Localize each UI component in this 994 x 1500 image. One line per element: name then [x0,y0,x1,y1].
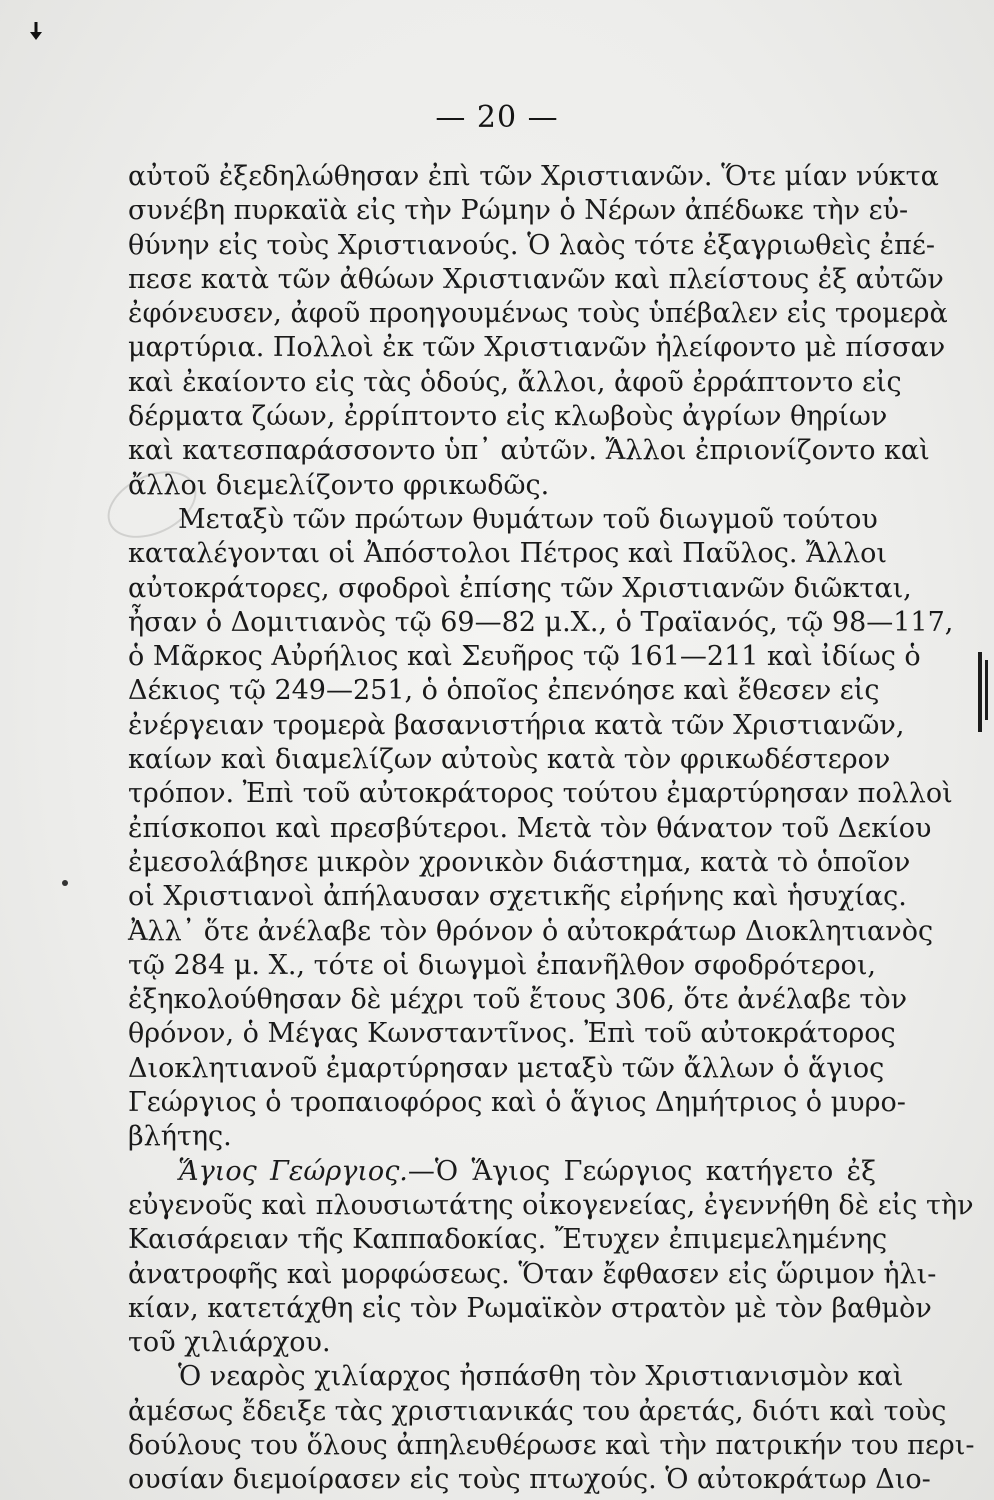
text-line: δέρματα ζώων, ἐρρίπτοντο εἰς κλωβοὺς ἀγρίων θηρίων [128,401,888,433]
text-line: ἐπίσκοποι καὶ πρεσβύτεροι. Μετὰ τὸν θάνατον τοῦ Δεκίου [128,812,932,844]
text-line: καὶ κατεσπαράσσοντο ὑπ᾽ αὐτῶν. Ἄλλοι ἐπριονίζοντο καὶ [128,435,930,467]
text-line: κίαν, κατετάχθη εἰς τὸν Ρωμαϊκὸν στρατὸν μὲ τὸν βαθμὸν [128,1292,932,1324]
text-line: ὁ Μᾶρκος Αὐρήλιος καὶ Σευῆρος τῷ 161—211 καὶ ἰδίως ὁ [128,641,921,673]
text-line: ἄλλοι διεμελίζοντο φρικωδῶς. [128,469,550,501]
text-line: μαρτύρια. Πολλοὶ ἐκ τῶν Χριστιανῶν ἠλείφοντο μὲ πίσσαν [128,332,946,364]
text-line: Διοκλητιανοῦ ἐμαρτύρησαν μεταξὺ τῶν ἄλλων ὁ ἅγιος [128,1052,885,1084]
text-line: αὐτοκράτορες, σφοδροὶ ἐπίσης τῶν Χριστιανῶν διῶκται, [128,572,912,604]
section-heading-line: Ἅγιος Γεώργιος.—Ὁ Ἅγιος Γεώργιος κατήγετο ἐξ [178,1155,876,1187]
text-line: τῷ 284 μ. Χ., τότε οἱ διωγμοὶ ἐπανῆλθον σφοδρότεροι, [128,949,876,981]
text-line: ἐξηκολούθησαν δὲ μέχρι τοῦ ἔτους 306, ὅτε ἀνέλαβε τὸν [128,984,908,1016]
text-line: Μεταξὺ τῶν πρώτων θυμάτων τοῦ διωγμοῦ τούτου [178,503,878,535]
text-line: καίων καὶ διαμελίζων αὐτοὺς κατὰ τὸν φρικωδέστερον [128,744,891,776]
text-line: καὶ ἐκαίοντο εἰς τὰς ὁδούς, ἄλλοι, ἀφοῦ ἐρράπτοντο εἰς [128,366,902,398]
corner-pin-mark-icon [28,22,44,46]
body-text [128,160,975,1498]
text-line: ἐφόνευσεν, ἀφοῦ προηγουμένως τοὺς ὑπέβαλεν εἰς τρομερὰ [128,298,948,330]
section-heading: Ἅγιος Γεώργιος. [178,1155,408,1187]
text-line: ἐμεσολάβησε μικρὸν χρονικὸν διάστημα, κατὰ τὸ ὁποῖον [128,846,911,878]
stray-ink-dot [62,880,68,886]
text-line: πεσε κατὰ τῶν ἀθώων Χριστιανῶν καὶ πλείστους ἐξ αὐτῶν [128,263,944,295]
text-line: Καισάρειαν τῆς Καππαδοκίας. Ἔτυχεν ἐπιμεμελημένης [128,1224,888,1256]
text-line: Δέκιος τῷ 249—251, ὁ ὁποῖος ἐπενόησε καὶ ἔθεσεν εἰς [128,675,880,707]
text-line: δούλους του ὅλους ἀπηλευθέρωσε καὶ τὴν πατρικήν του περι- [128,1429,975,1461]
text-line: ουσίαν διεμοίρασεν εἰς τοὺς πτωχούς. Ὁ αὐτοκράτωρ Διο- [128,1464,931,1496]
text-line: εὐγενοῦς καὶ πλουσιωτάτης οἰκογενείας, ἐγεννήθη δὲ εἰς τὴν [128,1189,974,1221]
text-line: Ἀλλ᾽ ὅτε ἀνέλαβε τὸν θρόνον ὁ αὐτοκράτωρ Διοκλητιανὸς [128,915,934,947]
text-line: βλήτης. [128,1121,232,1153]
text-line: Γεώργιος ὁ τροπαιοφόρος καὶ ὁ ἅγιος Δημήτριος ὁ μυρο- [128,1087,906,1119]
text-line: θρόνον, ὁ Μέγας Κωνσταντῖνος. Ἐπὶ τοῦ αὐτοκράτορος [128,1018,896,1050]
page-edge-marks [976,652,994,742]
text-line: τρόπον. Ἐπὶ τοῦ αὐτοκράτορος τούτου ἐμαρτύρησαν πολλοὶ [128,778,953,810]
text-line: συνέβη πυρκαϊὰ εἰς τὴν Ρώμην ὁ Νέρων ἀπέδωκε τὴν εὐ- [128,195,909,227]
text-line: οἱ Χριστιανοὶ ἀπήλαυσαν σχετικῆς εἰρήνης καὶ ἡσυχίας. [128,881,907,913]
text-line: θύνην εἰς τοὺς Χριστιανούς. Ὁ λαὸς τότε ἐξαγριωθεὶς ἐπέ- [128,229,935,261]
text-line: Ὁ νεαρὸς χιλίαρχος ἠσπάσθη τὸν Χριστιανισμὸν καὶ [178,1361,904,1393]
text-line: αὐτοῦ ἐξεδηλώθησαν ἐπὶ τῶν Χριστιανῶν. Ὅτε μίαν νύκτα [128,161,939,192]
text-line: ἦσαν ὁ Δομιτιανὸς τῷ 69—82 μ.Χ., ὁ Τραϊανός, τῷ 98—117, [128,606,954,638]
text-line: καταλέγονται οἱ Ἀπόστολοι Πέτρος καὶ Παῦλος. Ἄλλοι [128,538,887,570]
text-line: ἀμέσως ἔδειξε τὰς χριστιανικάς του ἀρετάς, διότι καὶ τοὺς [128,1395,947,1427]
text-line: τοῦ χιλιάρχου. [128,1327,331,1359]
page-number: — 20 — [435,100,559,135]
text-line: ἀνατροφῆς καὶ μορφώσεως. Ὅταν ἔφθασεν εἰς ὥριμον ἡλι- [128,1258,937,1290]
text-line: ἐνέργειαν τρομερὰ βασανιστήρια κατὰ τῶν Χριστιανῶν, [128,709,905,741]
